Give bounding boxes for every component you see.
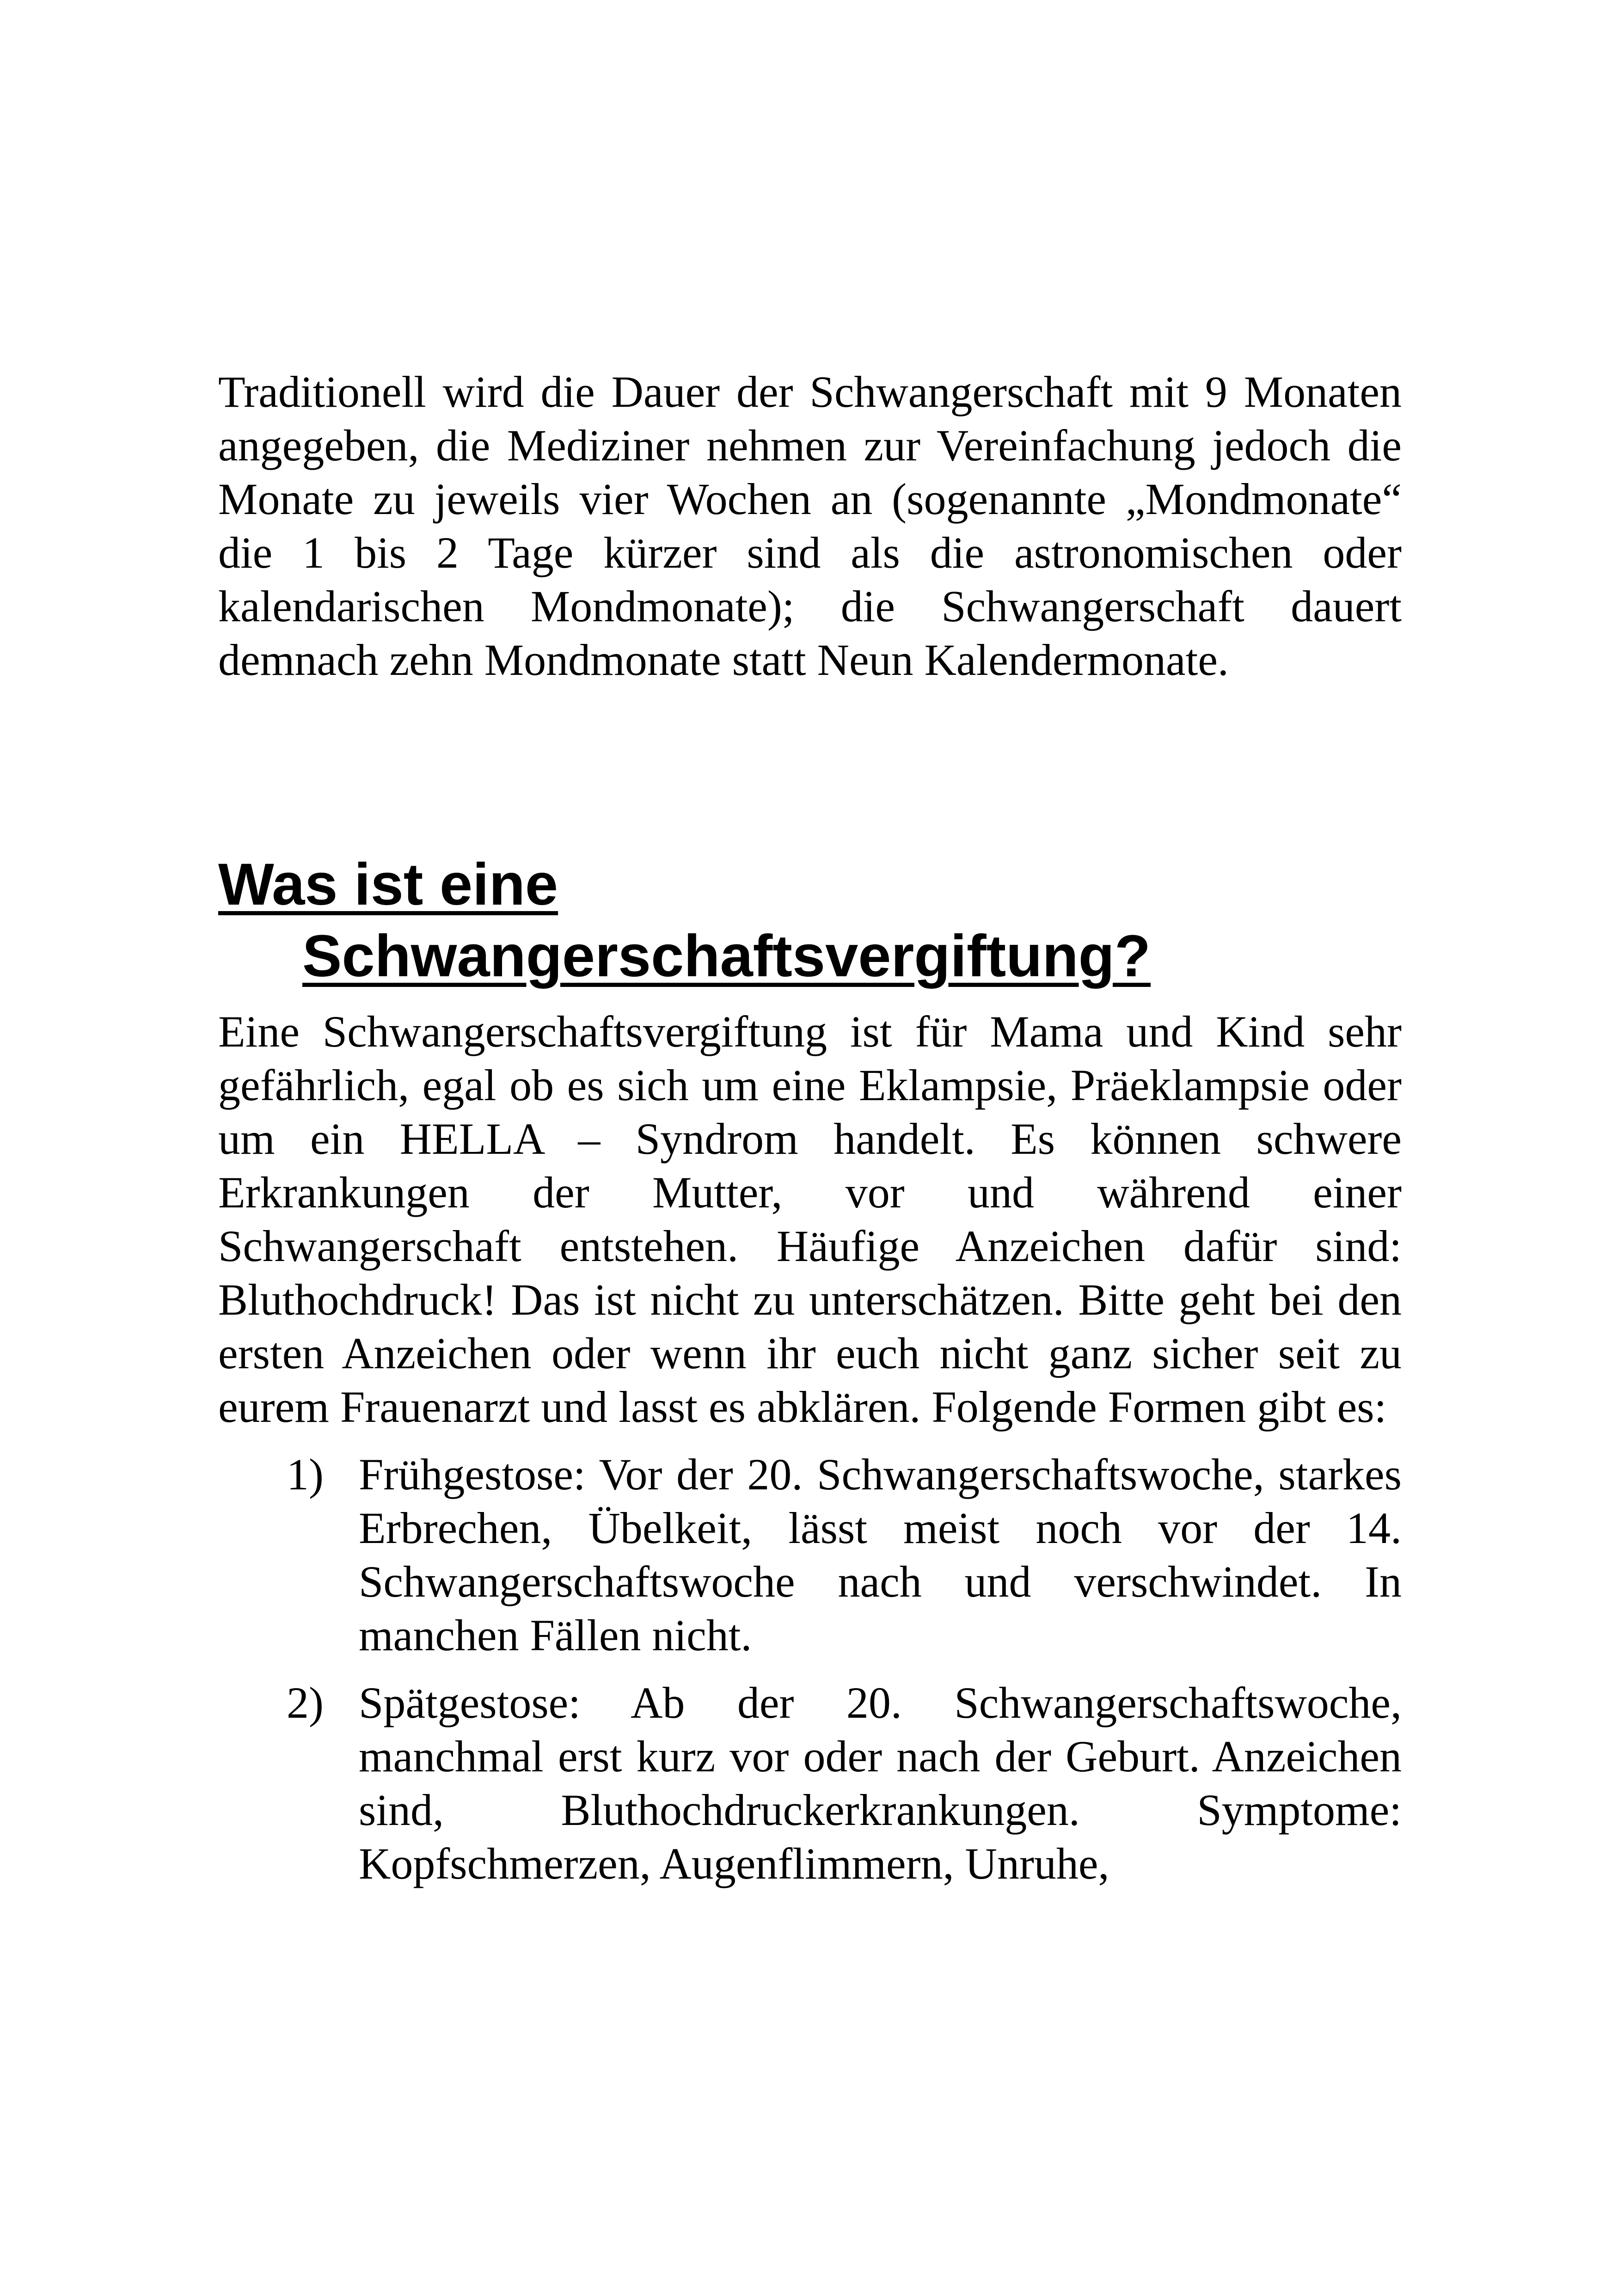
list-item-marker: 2) [287, 1678, 324, 1727]
page-content [218, 365, 1402, 1904]
intro-paragraph: Traditionell wird die Dauer der Schwangerschaft mit 9 Monaten angegeben, die Mediziner nehmen zur Vereinfachung jedoch die Monate zu jeweils vier Wochen an (sogenannte „Mondmonate“ die 1 bis 2 Tage kürzer sind als die astronomischen oder kalendarischen Mondmonate); die Schwangerschaft dauert demnach zehn Mondmonate statt Neun Kalendermonate. [218, 367, 1402, 685]
list-item-marker: 1) [287, 1450, 324, 1499]
body-paragraph: Eine Schwangerschaftsvergiftung ist für Mama und Kind sehr gefährlich, egal ob es sich um eine Eklampsie, Präeklampsie oder um ein HELLA – Syndrom handelt. Es können schwere Erkrankungen der Mutter, vor und während einer Schwangerschaft entstehen. Häufige Anzeichen dafür sind: Bluthochdruck! Das ist nicht zu unterschätzen. Bitte geht bei den ersten Anzeichen oder wenn ihr euch nicht ganz sicher seit zu eurem Frauenarzt und lasst es abklären. Folgende Formen gibt es: [218, 1007, 1402, 1432]
list-item [218, 1676, 1402, 1891]
list-item-text: Spätgestose: Ab der 20. Schwangerschaftswoche, manchmal erst kurz vor oder nach der Geburt. Anzeichen sind, Bluthochdruckerkrankungen. Symptome: Kopfschmerzen, Augenflimmern, Unruhe, [359, 1678, 1402, 1888]
section-heading-line1: Was ist eine [218, 851, 558, 918]
section-heading-line2: Schwangerschaftsvergiftung? [302, 923, 1151, 989]
list-item-text: Frühgestose: Vor der 20. Schwangerschaftswoche, starkes Erbrechen, Übelkeit, lässt meist noch vor der 14. Schwangerschaftswoche nach und verschwindet. In manchen Fällen nicht. [359, 1450, 1402, 1660]
list-item [218, 1448, 1402, 1662]
section-heading [218, 849, 1402, 992]
gestose-list [218, 1448, 1402, 1891]
